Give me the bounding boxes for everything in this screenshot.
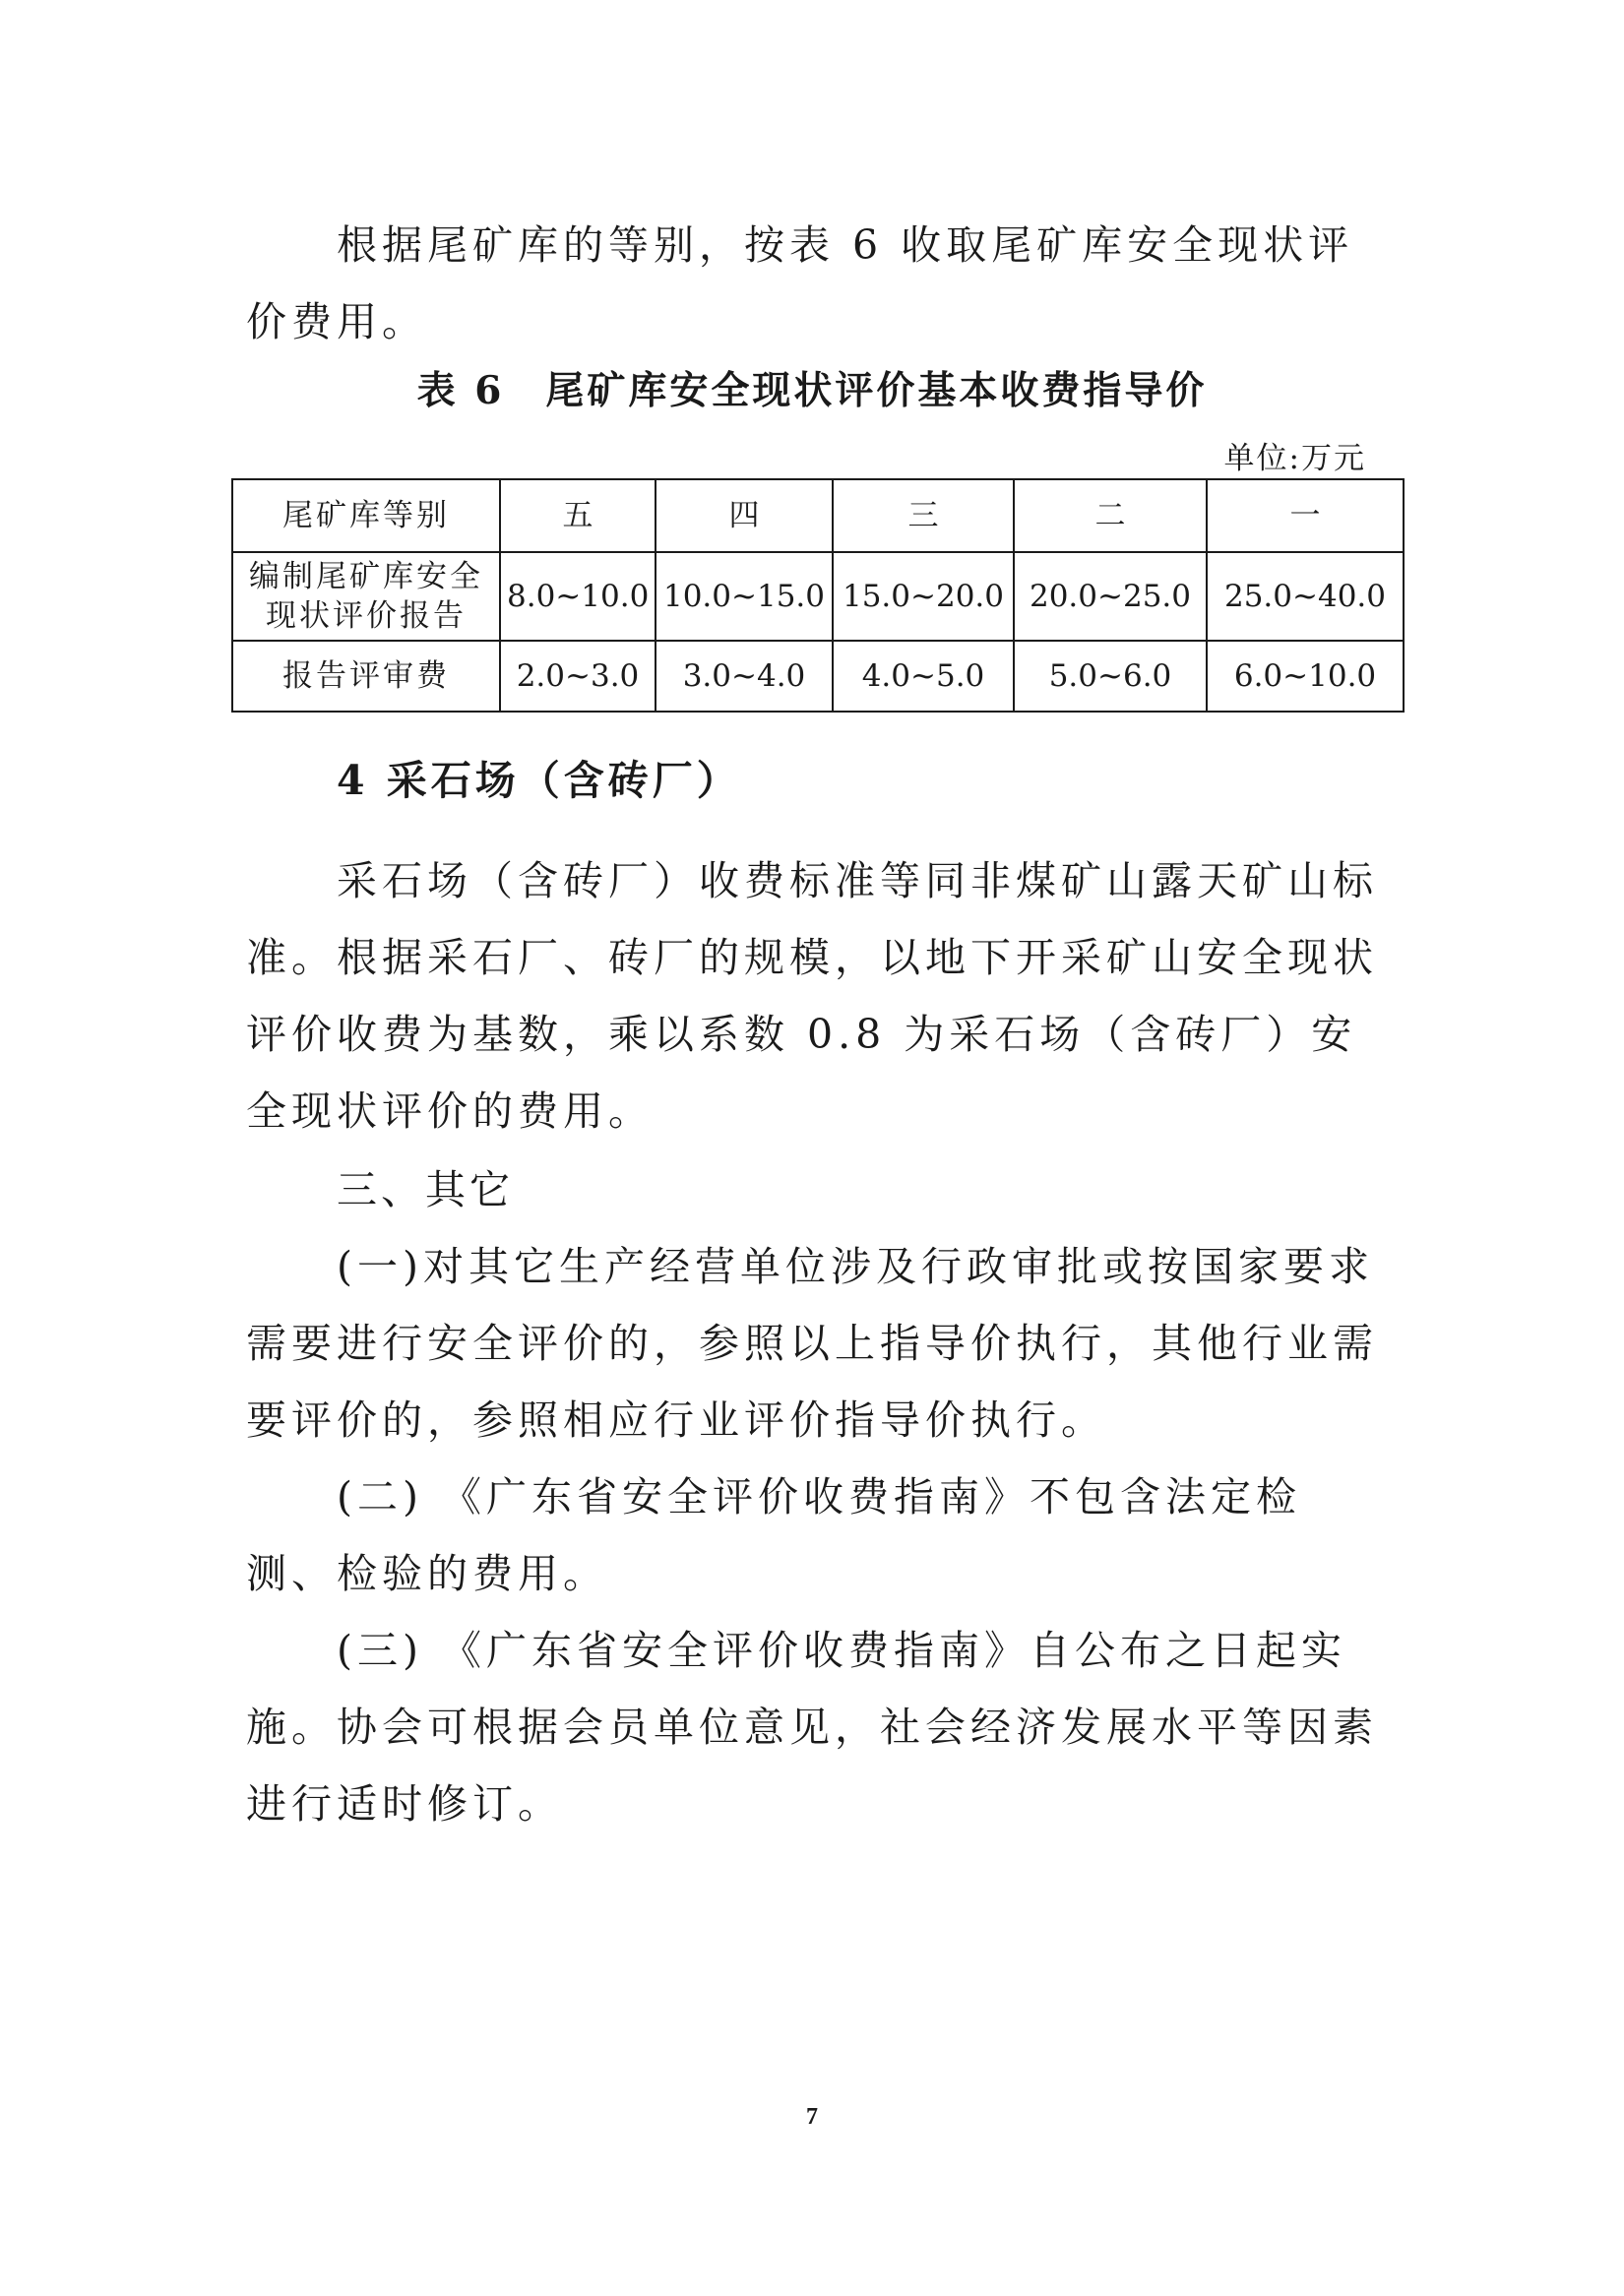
grade-cell: 三	[833, 479, 1014, 552]
other-item-3: (三) 《广东省安全评价收费指南》自公布之日起实施。协会可根据会员单位意见，社会经济发展水平等因素进行适时修订。	[246, 1627, 1378, 1828]
value-cell: 15.0~20.0	[833, 552, 1014, 641]
value-cell: 25.0~40.0	[1207, 552, 1404, 641]
value-cell: 10.0~15.0	[656, 552, 833, 641]
row-label-cell: 报告评审费	[232, 641, 500, 712]
table-row	[232, 552, 1404, 641]
section-4-heading: 4 采石场（含砖厂）	[337, 757, 741, 804]
grade-cell: 四	[656, 479, 833, 552]
other-item-1: (一)对其它生产经营单位涉及行政审批或按国家要求需要进行安全评价的，参照以上指导价执行，其他行业需要评价的，参照相应行业评价指导价执行。	[246, 1243, 1378, 1444]
intro-paragraph: 根据尾矿库的等别，按表 6 收取尾矿库安全现状评价费用。	[246, 221, 1354, 345]
value-cell: 2.0~3.0	[500, 641, 656, 712]
value-cell: 4.0~5.0	[833, 641, 1014, 712]
value-cell: 20.0~25.0	[1014, 552, 1207, 641]
row-label-cell: 编制尾矿库安全现状评价报告	[232, 552, 500, 641]
value-cell: 5.0~6.0	[1014, 641, 1207, 712]
section-3-heading: 三、其它	[337, 1166, 514, 1213]
grade-cell: 一	[1207, 479, 1404, 552]
value-cell: 3.0~4.0	[656, 641, 833, 712]
table-unit: 单位:万元	[1223, 441, 1366, 476]
page-number: 7	[806, 2104, 818, 2130]
section-4-paragraph: 采石场（含砖厂）收费标准等同非煤矿山露天矿山标准。根据采石厂、砖厂的规模，以地下开采矿山安全现状评价收费为基数，乘以系数 0.8 为采石场（含砖厂）安全现状评价的费用。	[246, 857, 1378, 1135]
fee-table	[231, 478, 1405, 713]
other-item-2: (二) 《广东省安全评价收费指南》不包含法定检测、检验的费用。	[246, 1473, 1302, 1597]
table-title: 表 6 尾矿库安全现状评价基本收费指导价	[416, 368, 1208, 413]
grade-cell: 五	[500, 479, 656, 552]
value-cell: 8.0~10.0	[500, 552, 656, 641]
grade-cell: 二	[1014, 479, 1207, 552]
table-header-row	[232, 479, 1404, 552]
value-cell: 6.0~10.0	[1207, 641, 1404, 712]
table-row	[232, 641, 1404, 712]
header-label-cell: 尾矿库等别	[232, 479, 500, 552]
